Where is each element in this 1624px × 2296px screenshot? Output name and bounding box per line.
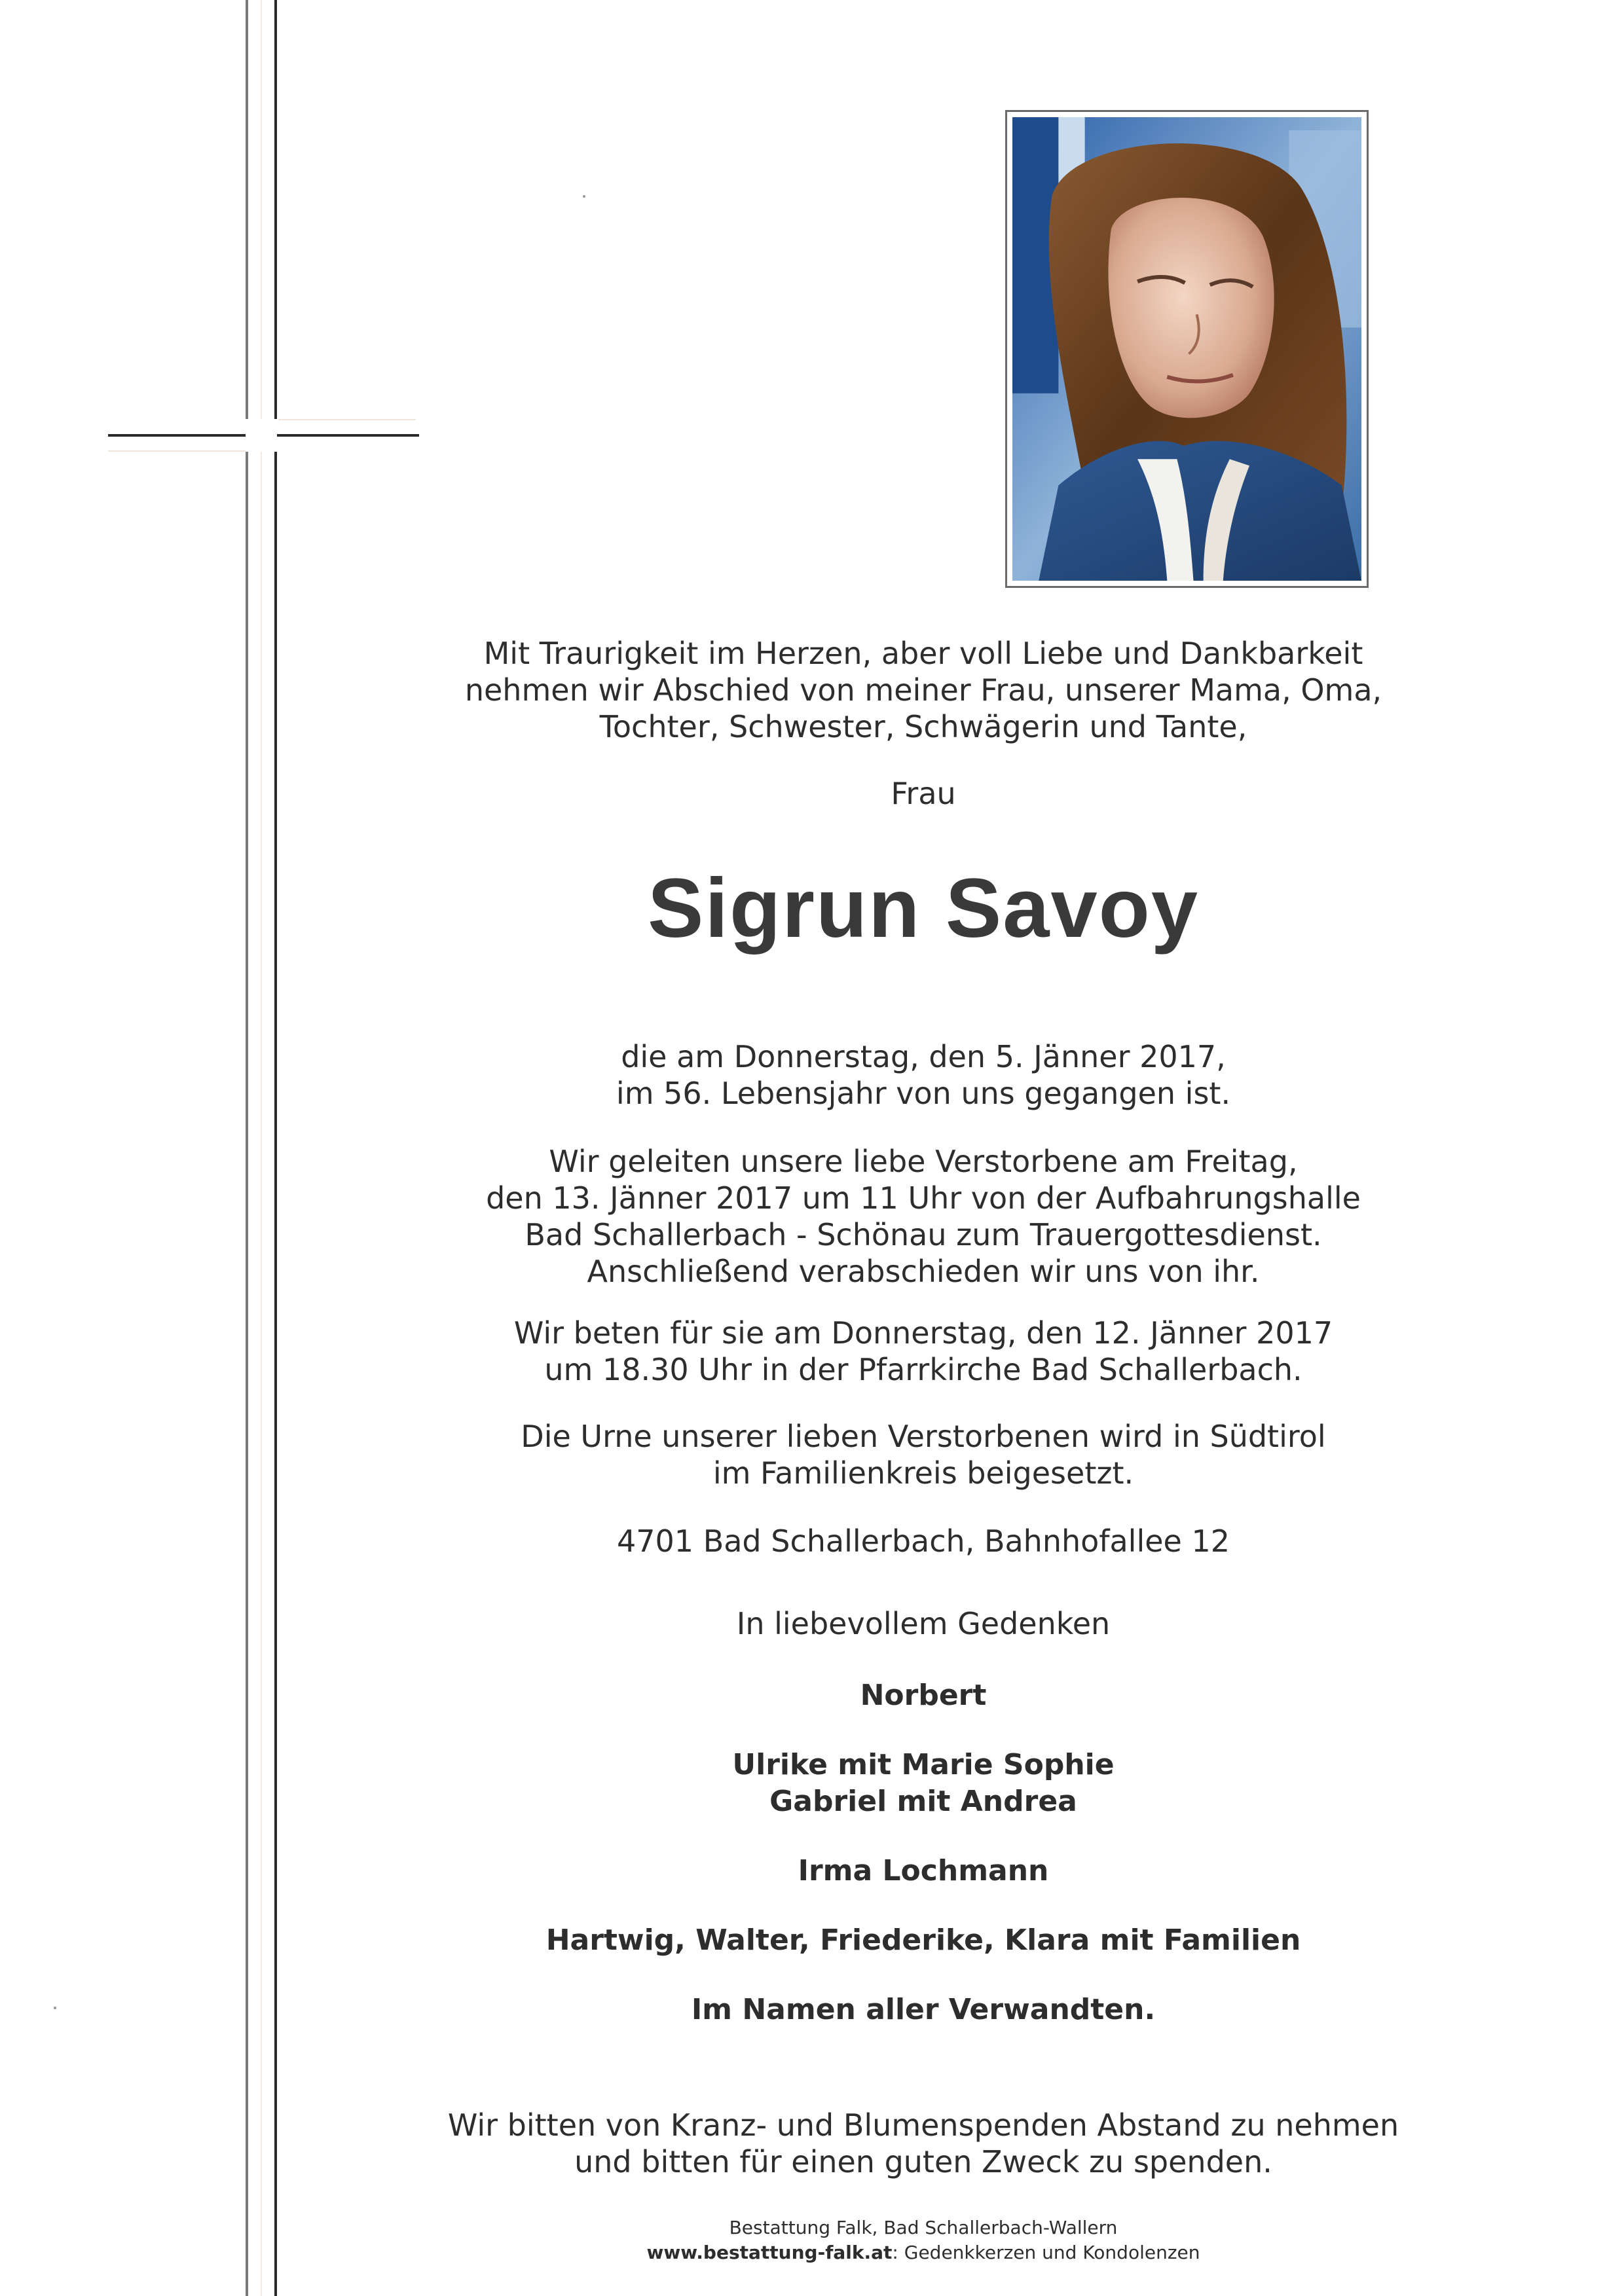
prayer-info: Wir beten für sie am Donnerstag, den 12. Jänner 2017 um 18.30 Uhr in der Pfarrkirche Bad Schallerbach.: [513, 1315, 1333, 1387]
salutation: Frau: [891, 776, 956, 811]
mourners-list: [419, 1677, 1428, 2028]
mourner-entry: Im Namen aller Verwandten.: [691, 1993, 1156, 2026]
footer-website-line: [419, 2240, 1428, 2265]
undertaker-name: Bestattung Falk, Bad Schallerbach-Wallern: [729, 2217, 1118, 2238]
website-suffix: : Gedenkkerzen und Kondolenzen: [892, 2242, 1200, 2263]
mourner-entry: Ulrike mit Marie Sophie Gabriel mit Andrea: [732, 1748, 1115, 1818]
urn-info: Die Urne unserer lieben Verstorbenen wird in Südtirol im Familienkreis beigesetzt.: [521, 1419, 1326, 1491]
mourner-entry: Irma Lochmann: [798, 1854, 1049, 1887]
cross-vertical-inner-line: [261, 0, 262, 2296]
portrait-photo: [1005, 110, 1369, 588]
stray-speck: [54, 2007, 56, 2009]
stray-speck: [583, 195, 585, 198]
mourner-entry: Hartwig, Walter, Friederike, Klara mit Familien: [545, 1923, 1301, 1957]
footer: [419, 2215, 1428, 2265]
address: 4701 Bad Schallerbach, Bahnhofallee 12: [617, 1523, 1230, 1559]
obituary-text: [419, 635, 1428, 2265]
cross-pale-line-right: [278, 419, 416, 420]
deceased-name: Sigrun Savoy: [648, 862, 1199, 955]
intro-text: Mit Traurigkeit im Herzen, aber voll Liebe und Dankbarkeit nehmen wir Abschied von meiner Frau, unserer Mama, Oma, Tochter, Schwester, Schwägerin und Tante,: [464, 636, 1382, 744]
funeral-info: Wir geleiten unsere liebe Verstorbene am Freitag, den 13. Jänner 2017 um 11 Uhr von der Aufbahrungshalle Bad Schallerbach - Schönau zum Trauergottesdienst. Anschließend verabschieden wir uns von ihr.: [486, 1144, 1361, 1289]
mourner-entry: Norbert: [860, 1679, 987, 1712]
death-info: die am Donnerstag, den 5. Jänner 2017, im 56. Lebensjahr von uns gegangen ist.: [616, 1039, 1231, 1111]
portrait-image: [1012, 117, 1361, 581]
memorial-line: In liebevollem Gedenken: [736, 1606, 1111, 1641]
donation-request: Wir bitten von Kranz- und Blumenspenden Abstand zu nehmen und bitten für einen guten Zweck zu spenden.: [447, 2107, 1399, 2179]
cross-pale-line-left: [108, 450, 246, 452]
website-link[interactable]: www.bestattung-falk.at: [646, 2242, 893, 2263]
cross-gap: [246, 419, 277, 452]
